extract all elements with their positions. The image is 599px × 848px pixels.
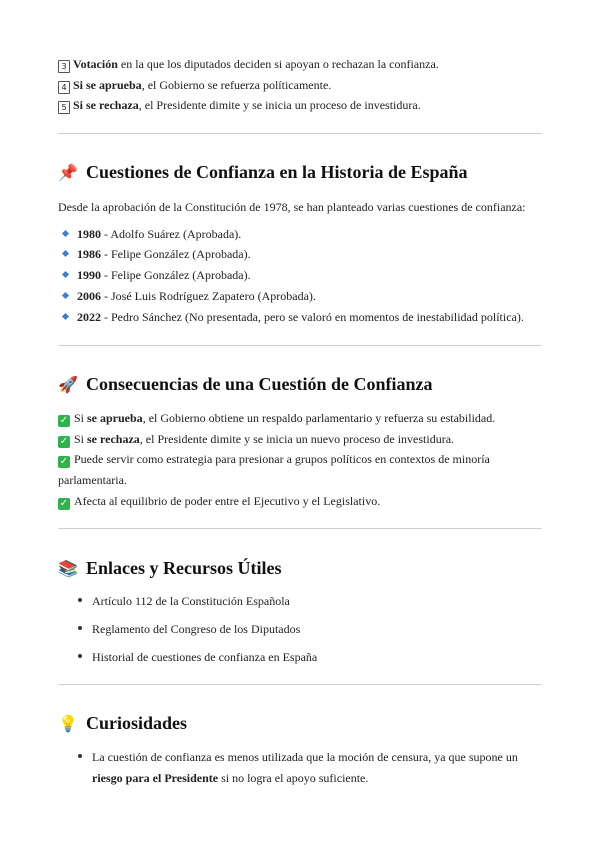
- list-item: 2006 - José Luis Rodríguez Zapatero (Aprobada).: [58, 286, 316, 307]
- link-item[interactable]: Reglamento del Congreso de los Diputados: [92, 622, 301, 636]
- list-item: 1990 - Felipe González (Aprobada).: [58, 265, 251, 286]
- books-icon: 📚: [58, 559, 78, 578]
- step-bold: Si se aprueba: [73, 78, 142, 92]
- step-text: en la que los diputados deciden si apoyan o rechazan la confianza.: [117, 57, 439, 71]
- list-item: 1986 - Felipe González (Aprobada).: [58, 244, 251, 265]
- step-bold: Votación: [73, 57, 118, 71]
- list-item: 2022 - Pedro Sánchez (No presentada, pero se valoró en momentos de inestabilidad política).: [58, 307, 524, 328]
- link-item[interactable]: Historial de cuestiones de confianza en España: [92, 650, 318, 664]
- diamond-bullet-icon: [62, 292, 69, 299]
- step-item: [58, 75, 331, 96]
- divider: [58, 528, 542, 529]
- bullet-icon: [78, 626, 82, 630]
- step-item: [58, 95, 421, 116]
- divider: [58, 684, 542, 685]
- section-title-curiosities: 💡 Curiosidades: [58, 711, 187, 736]
- history-intro: Desde la aprobación de la Constitución de 1978, se han planteado varias cuestiones de confianza:: [58, 200, 526, 214]
- number-5-icon: 5: [58, 101, 70, 114]
- list-item: [58, 647, 317, 668]
- number-3-icon: 3: [58, 60, 70, 73]
- list-item: 1980 - Adolfo Suárez (Aprobada).: [58, 224, 241, 245]
- diamond-bullet-icon: [62, 271, 69, 278]
- bullet-icon: [78, 754, 82, 758]
- lightbulb-icon: 💡: [58, 714, 78, 733]
- list-item: ✓ Si se aprueba, el Gobierno obtiene un respaldo parlamentario y refuerza su estabilidad.: [59, 411, 496, 426]
- list-item: [58, 591, 290, 612]
- section-title-consequences: 🚀 Consecuencias de una Cuestión de Confianza: [58, 372, 433, 397]
- rocket-icon: 🚀: [58, 375, 78, 394]
- diamond-bullet-icon: [62, 230, 69, 237]
- step-text: , el Presidente dimite y se inicia un proceso de investidura.: [138, 98, 421, 112]
- pushpin-icon: 📌: [58, 163, 78, 182]
- step-bold: Si se rechaza: [73, 98, 139, 112]
- section-title-links: 📚 Enlaces y Recursos Útiles: [58, 556, 281, 581]
- list-item: ✓ Si se rechaza, el Presidente dimite y se inicia un nuevo proceso de investidura.: [59, 432, 455, 447]
- step-item: [58, 54, 439, 75]
- list-item: ✓ Puede servir como estrategia para presionar a grupos políticos en contextos de minoría parlamentaria.: [58, 452, 490, 487]
- link-item[interactable]: Artículo 112 de la Constitución Española: [92, 594, 290, 608]
- step-text: , el Gobierno se refuerza políticamente.: [141, 78, 332, 92]
- bullet-icon: [78, 598, 82, 602]
- check-icon: ✓: [59, 456, 69, 467]
- check-icon: ✓: [59, 415, 69, 426]
- section-title-history: 📌 Cuestiones de Confianza en la Historia de España: [58, 160, 468, 185]
- check-icon: ✓: [59, 436, 69, 447]
- list-item: [58, 619, 300, 640]
- check-icon: ✓: [59, 498, 69, 509]
- number-4-icon: 4: [58, 81, 70, 94]
- divider: [58, 345, 542, 346]
- divider: [58, 133, 542, 134]
- bullet-icon: [78, 654, 82, 658]
- diamond-bullet-icon: [62, 250, 69, 257]
- list-item: La cuestión de confianza es menos utilizada que la moción de censura, ya que supone un riesgo para el Presidente si no logra el apoyo suficiente.: [58, 747, 528, 789]
- list-item: ✓ Afecta al equilibrio de poder entre el Ejecutivo y el Legislativo.: [59, 494, 381, 509]
- diamond-bullet-icon: [62, 313, 69, 320]
